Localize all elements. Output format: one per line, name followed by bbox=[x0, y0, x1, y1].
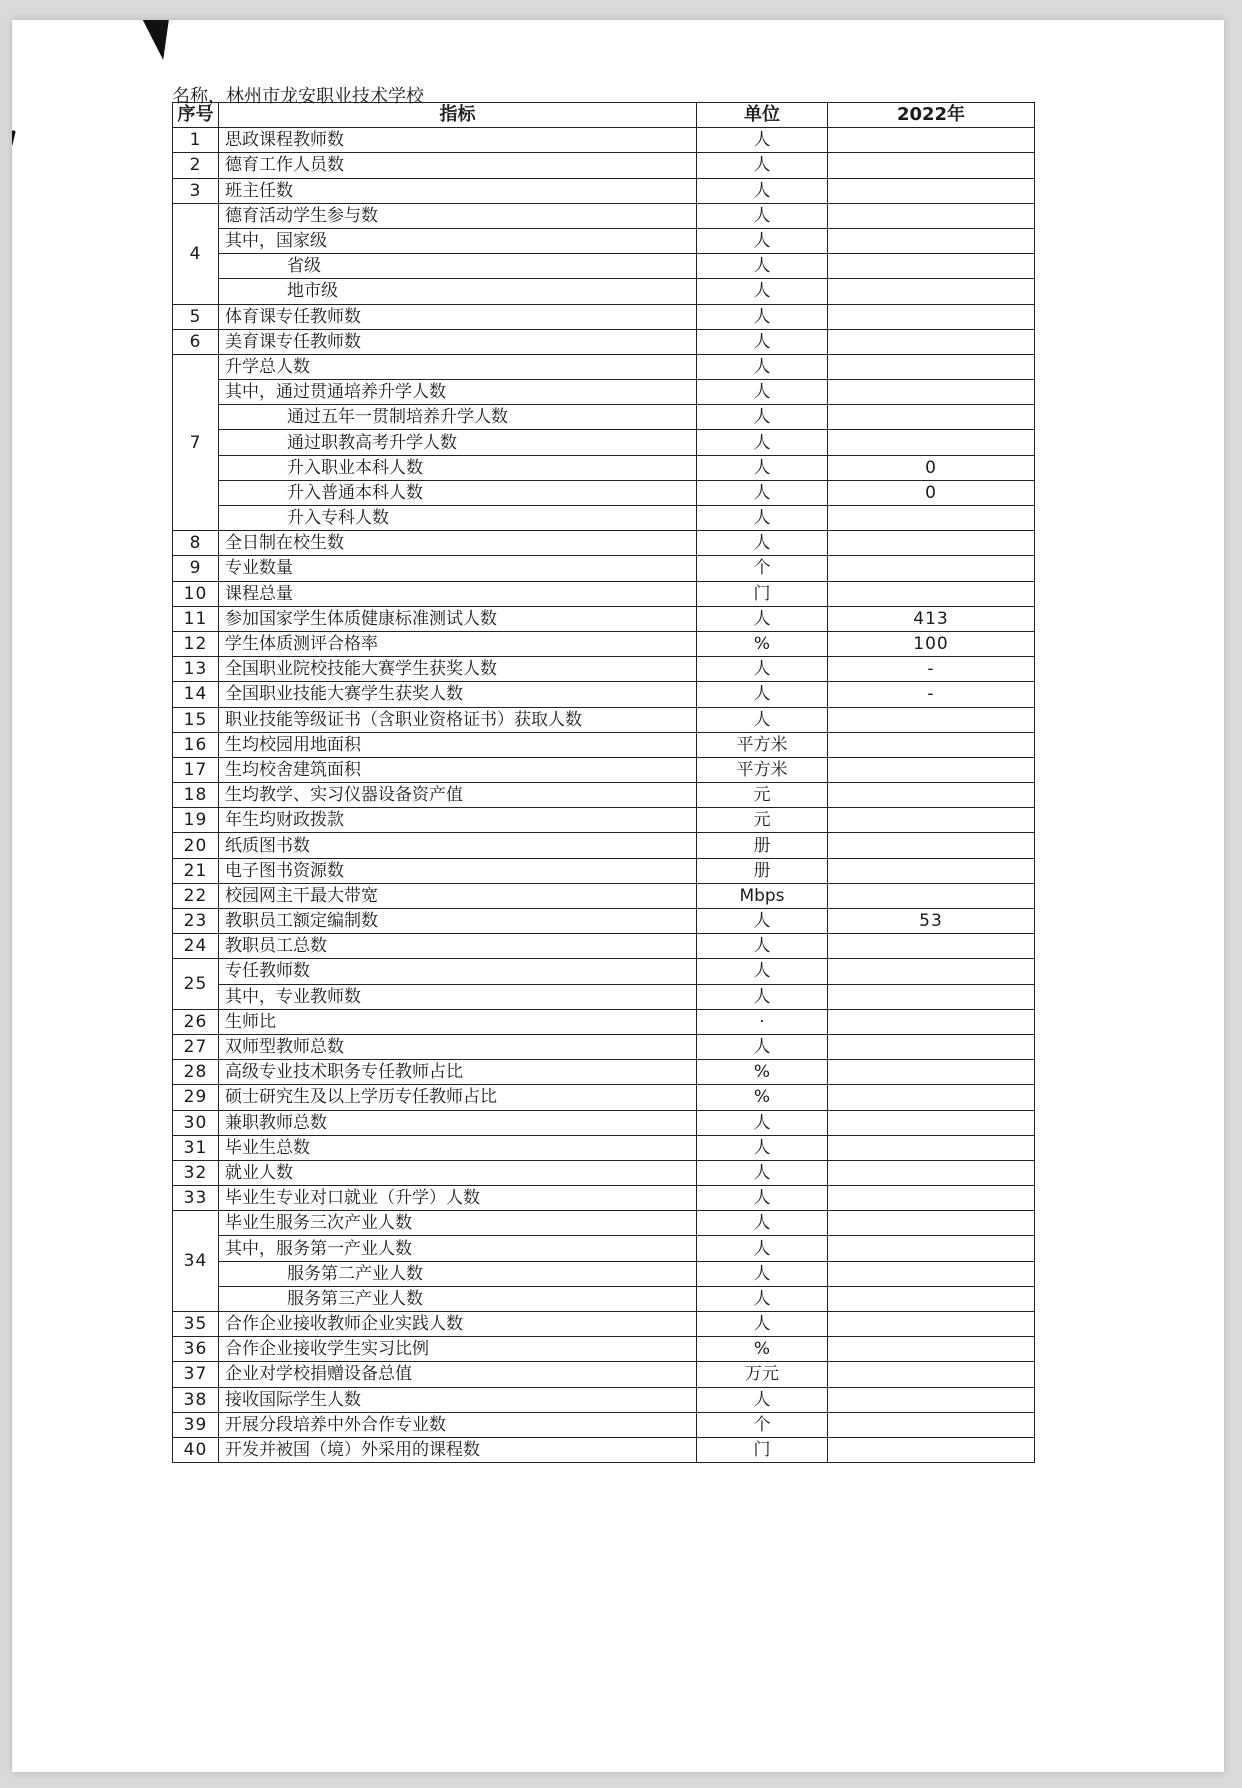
table-row bbox=[173, 178, 1035, 203]
table-row bbox=[173, 531, 1035, 556]
indicator-cell: 升入普通本科人数 bbox=[219, 480, 697, 505]
unit-cell: 人 bbox=[697, 228, 828, 253]
indicator-cell: 德育工作人员数 bbox=[219, 153, 697, 178]
table-row bbox=[173, 153, 1035, 178]
indicator-cell: 其中，专业教师数 bbox=[219, 984, 697, 1009]
indicator-cell: 生均校舍建筑面积 bbox=[219, 757, 697, 782]
indicator-cell: 美育课专任教师数 bbox=[219, 329, 697, 354]
seq-cell: 5 bbox=[173, 304, 219, 329]
table-row bbox=[173, 682, 1035, 707]
table-row bbox=[173, 657, 1035, 682]
value-cell bbox=[828, 153, 1035, 178]
table-row bbox=[173, 606, 1035, 631]
unit-cell: 元 bbox=[697, 783, 828, 808]
table-row bbox=[173, 833, 1035, 858]
table-row bbox=[173, 480, 1035, 505]
seq-cell: 31 bbox=[173, 1135, 219, 1160]
table-row bbox=[173, 909, 1035, 934]
value-cell bbox=[828, 304, 1035, 329]
unit-cell: 人 bbox=[697, 380, 828, 405]
value-cell bbox=[828, 531, 1035, 556]
indicator-cell: 德育活动学生参与数 bbox=[219, 203, 697, 228]
value-cell bbox=[828, 833, 1035, 858]
indicator-cell: 教职员工总数 bbox=[219, 934, 697, 959]
value-cell bbox=[828, 1085, 1035, 1110]
value-cell bbox=[828, 203, 1035, 228]
indicator-cell: 升学总人数 bbox=[219, 354, 697, 379]
unit-cell: 人 bbox=[697, 657, 828, 682]
value-cell bbox=[828, 1160, 1035, 1185]
unit-cell: 人 bbox=[697, 506, 828, 531]
indicator-cell: 全国职业院校技能大赛学生获奖人数 bbox=[219, 657, 697, 682]
scan-corner-mark bbox=[137, 20, 169, 60]
seq-cell: 15 bbox=[173, 707, 219, 732]
value-cell: - bbox=[828, 657, 1035, 682]
seq-cell: 32 bbox=[173, 1160, 219, 1185]
table-row bbox=[173, 254, 1035, 279]
table-row bbox=[173, 128, 1035, 153]
unit-cell: 万元 bbox=[697, 1362, 828, 1387]
table-body bbox=[173, 128, 1035, 1463]
seq-cell: 17 bbox=[173, 757, 219, 782]
seq-cell: 2 bbox=[173, 153, 219, 178]
table-row bbox=[173, 1034, 1035, 1059]
indicator-cell: 毕业生总数 bbox=[219, 1135, 697, 1160]
indicator-cell: 纸质图书数 bbox=[219, 833, 697, 858]
indicator-cell: 专业数量 bbox=[219, 556, 697, 581]
value-cell bbox=[828, 405, 1035, 430]
unit-cell: 人 bbox=[697, 1261, 828, 1286]
value-cell bbox=[828, 329, 1035, 354]
value-cell bbox=[828, 1286, 1035, 1311]
value-cell bbox=[828, 1135, 1035, 1160]
seq-cell: 3 bbox=[173, 178, 219, 203]
value-cell bbox=[828, 1034, 1035, 1059]
table-row bbox=[173, 959, 1035, 984]
seq-cell: 23 bbox=[173, 909, 219, 934]
table-row bbox=[173, 329, 1035, 354]
unit-cell: 平方米 bbox=[697, 732, 828, 757]
seq-cell: 21 bbox=[173, 858, 219, 883]
seq-cell: 25 bbox=[173, 959, 219, 1009]
value-cell bbox=[828, 430, 1035, 455]
value-cell bbox=[828, 1437, 1035, 1462]
table-row bbox=[173, 783, 1035, 808]
unit-cell: 人 bbox=[697, 1034, 828, 1059]
indicator-cell: 全国职业技能大赛学生获奖人数 bbox=[219, 682, 697, 707]
table-row bbox=[173, 506, 1035, 531]
value-cell bbox=[828, 707, 1035, 732]
value-cell bbox=[828, 808, 1035, 833]
indicator-cell: 生师比 bbox=[219, 1009, 697, 1034]
value-cell bbox=[828, 506, 1035, 531]
indicator-cell: 职业技能等级证书（含职业资格证书）获取人数 bbox=[219, 707, 697, 732]
unit-cell: 人 bbox=[697, 984, 828, 1009]
table-row bbox=[173, 808, 1035, 833]
unit-cell: 人 bbox=[697, 128, 828, 153]
unit-cell: 册 bbox=[697, 858, 828, 883]
table-row bbox=[173, 631, 1035, 656]
value-cell bbox=[828, 959, 1035, 984]
seq-cell: 33 bbox=[173, 1186, 219, 1211]
value-cell bbox=[828, 1110, 1035, 1135]
indicator-cell: 其中，服务第一产业人数 bbox=[219, 1236, 697, 1261]
table-row bbox=[173, 1085, 1035, 1110]
unit-cell: 人 bbox=[697, 354, 828, 379]
table-row bbox=[173, 380, 1035, 405]
unit-cell: 人 bbox=[697, 254, 828, 279]
seq-cell: 27 bbox=[173, 1034, 219, 1059]
value-cell bbox=[828, 783, 1035, 808]
unit-cell: 个 bbox=[697, 556, 828, 581]
unit-cell: 人 bbox=[697, 909, 828, 934]
unit-cell: 人 bbox=[697, 1387, 828, 1412]
value-cell bbox=[828, 279, 1035, 304]
value-cell bbox=[828, 1312, 1035, 1337]
indicator-cell: 服务第二产业人数 bbox=[219, 1261, 697, 1286]
seq-cell: 26 bbox=[173, 1009, 219, 1034]
indicator-cell: 高级专业技术职务专任教师占比 bbox=[219, 1060, 697, 1085]
table-row bbox=[173, 1387, 1035, 1412]
header-year: 2022年 bbox=[828, 103, 1035, 128]
indicator-cell: 生均校园用地面积 bbox=[219, 732, 697, 757]
value-cell bbox=[828, 1236, 1035, 1261]
indicator-cell: 地市级 bbox=[219, 279, 697, 304]
value-cell bbox=[828, 1412, 1035, 1437]
unit-cell: % bbox=[697, 631, 828, 656]
unit-cell: % bbox=[697, 1085, 828, 1110]
table-row bbox=[173, 732, 1035, 757]
unit-cell: 人 bbox=[697, 959, 828, 984]
unit-cell: 人 bbox=[697, 1312, 828, 1337]
table-row bbox=[173, 1060, 1035, 1085]
indicator-cell: 硕士研究生及以上学历专任教师占比 bbox=[219, 1085, 697, 1110]
unit-cell: 人 bbox=[697, 1160, 828, 1185]
header-indicator: 指标 bbox=[219, 103, 697, 128]
value-cell bbox=[828, 934, 1035, 959]
value-cell bbox=[828, 178, 1035, 203]
indicator-cell: 教职员工额定编制数 bbox=[219, 909, 697, 934]
indicator-cell: 省级 bbox=[219, 254, 697, 279]
unit-cell: 人 bbox=[697, 1135, 828, 1160]
table-row bbox=[173, 1110, 1035, 1135]
seq-cell: 18 bbox=[173, 783, 219, 808]
unit-cell: 册 bbox=[697, 833, 828, 858]
seq-cell: 36 bbox=[173, 1337, 219, 1362]
value-cell bbox=[828, 1387, 1035, 1412]
seq-cell: 8 bbox=[173, 531, 219, 556]
unit-cell: 人 bbox=[697, 405, 828, 430]
value-cell bbox=[828, 254, 1035, 279]
value-cell bbox=[828, 757, 1035, 782]
indicator-cell: 升入职业本科人数 bbox=[219, 455, 697, 480]
value-cell bbox=[828, 1362, 1035, 1387]
seq-cell: 22 bbox=[173, 883, 219, 908]
header-seq: 序号 bbox=[173, 103, 219, 128]
indicator-cell: 生均教学、实习仪器设备资产值 bbox=[219, 783, 697, 808]
seq-cell: 14 bbox=[173, 682, 219, 707]
seq-cell: 38 bbox=[173, 1387, 219, 1412]
table-row bbox=[173, 934, 1035, 959]
unit-cell: 人 bbox=[697, 455, 828, 480]
indicator-cell: 毕业生专业对口就业（升学）人数 bbox=[219, 1186, 697, 1211]
seq-cell: 35 bbox=[173, 1312, 219, 1337]
table-row bbox=[173, 405, 1035, 430]
value-cell bbox=[828, 556, 1035, 581]
indicator-cell: 双师型教师总数 bbox=[219, 1034, 697, 1059]
indicator-cell: 就业人数 bbox=[219, 1160, 697, 1185]
value-cell bbox=[828, 1337, 1035, 1362]
table-row bbox=[173, 203, 1035, 228]
indicator-cell: 升入专科人数 bbox=[219, 506, 697, 531]
seq-cell: 11 bbox=[173, 606, 219, 631]
unit-cell: 人 bbox=[697, 531, 828, 556]
seq-cell: 29 bbox=[173, 1085, 219, 1110]
seq-cell: 1 bbox=[173, 128, 219, 153]
value-cell: 0 bbox=[828, 480, 1035, 505]
table-row bbox=[173, 883, 1035, 908]
unit-cell: 人 bbox=[697, 1236, 828, 1261]
unit-cell: 门 bbox=[697, 581, 828, 606]
seq-cell: 12 bbox=[173, 631, 219, 656]
scanned-page bbox=[12, 20, 1224, 1772]
table-row bbox=[173, 279, 1035, 304]
indicator-cell: 年生均财政拨款 bbox=[219, 808, 697, 833]
indicator-cell: 班主任数 bbox=[219, 178, 697, 203]
indicator-cell: 接收国际学生人数 bbox=[219, 1387, 697, 1412]
indicator-cell: 参加国家学生体质健康标准测试人数 bbox=[219, 606, 697, 631]
value-cell: 413 bbox=[828, 606, 1035, 631]
indicator-cell: 毕业生服务三次产业人数 bbox=[219, 1211, 697, 1236]
table-row bbox=[173, 1211, 1035, 1236]
indicator-cell: 合作企业接收学生实习比例 bbox=[219, 1337, 697, 1362]
seq-cell: 37 bbox=[173, 1362, 219, 1387]
unit-cell: 人 bbox=[697, 329, 828, 354]
indicator-table bbox=[172, 102, 1035, 1463]
unit-cell: 元 bbox=[697, 808, 828, 833]
indicator-cell: 校园网主干最大带宽 bbox=[219, 883, 697, 908]
value-cell bbox=[828, 581, 1035, 606]
value-cell bbox=[828, 1009, 1035, 1034]
value-cell: 100 bbox=[828, 631, 1035, 656]
seq-cell: 13 bbox=[173, 657, 219, 682]
table-row bbox=[173, 858, 1035, 883]
value-cell bbox=[828, 984, 1035, 1009]
indicator-cell: 体育课专任教师数 bbox=[219, 304, 697, 329]
unit-cell: 平方米 bbox=[697, 757, 828, 782]
unit-cell: 人 bbox=[697, 279, 828, 304]
table-row bbox=[173, 1186, 1035, 1211]
table-row bbox=[173, 1437, 1035, 1462]
unit-cell: 人 bbox=[697, 606, 828, 631]
value-cell bbox=[828, 1060, 1035, 1085]
table-row bbox=[173, 455, 1035, 480]
unit-cell: 人 bbox=[697, 480, 828, 505]
indicator-cell: 开发并被国（境）外采用的课程数 bbox=[219, 1437, 697, 1462]
indicator-cell: 服务第三产业人数 bbox=[219, 1286, 697, 1311]
seq-cell: 16 bbox=[173, 732, 219, 757]
indicator-cell: 电子图书资源数 bbox=[219, 858, 697, 883]
indicator-cell: 其中，国家级 bbox=[219, 228, 697, 253]
table-row bbox=[173, 1009, 1035, 1034]
unit-cell: 人 bbox=[697, 1110, 828, 1135]
indicator-cell: 全日制在校生数 bbox=[219, 531, 697, 556]
indicator-cell: 开展分段培养中外合作专业数 bbox=[219, 1412, 697, 1437]
value-cell bbox=[828, 1186, 1035, 1211]
value-cell bbox=[828, 1261, 1035, 1286]
unit-cell: 人 bbox=[697, 707, 828, 732]
table-row bbox=[173, 556, 1035, 581]
seq-cell: 20 bbox=[173, 833, 219, 858]
table-row bbox=[173, 1412, 1035, 1437]
unit-cell: 人 bbox=[697, 153, 828, 178]
seq-cell: 4 bbox=[173, 203, 219, 304]
value-cell: 53 bbox=[828, 909, 1035, 934]
unit-cell: % bbox=[697, 1060, 828, 1085]
unit-cell: 人 bbox=[697, 304, 828, 329]
unit-cell: 人 bbox=[697, 178, 828, 203]
table-row bbox=[173, 1135, 1035, 1160]
unit-cell: 人 bbox=[697, 682, 828, 707]
table-header-row bbox=[173, 103, 1035, 128]
table-row bbox=[173, 430, 1035, 455]
seq-cell: 7 bbox=[173, 354, 219, 530]
value-cell bbox=[828, 883, 1035, 908]
seq-cell: 34 bbox=[173, 1211, 219, 1312]
seq-cell: 19 bbox=[173, 808, 219, 833]
unit-cell: 人 bbox=[697, 203, 828, 228]
school-name: 名称，林州市龙安职业技术学校 bbox=[172, 86, 424, 107]
indicator-cell: 通过五年一贯制培养升学人数 bbox=[219, 405, 697, 430]
table-row bbox=[173, 757, 1035, 782]
value-cell bbox=[828, 380, 1035, 405]
table-row bbox=[173, 304, 1035, 329]
scan-edge-stroke bbox=[12, 130, 16, 354]
indicator-cell: 学生体质测评合格率 bbox=[219, 631, 697, 656]
indicator-cell: 思政课程教师数 bbox=[219, 128, 697, 153]
unit-cell: Mbps bbox=[697, 883, 828, 908]
indicator-cell: 通过职教高考升学人数 bbox=[219, 430, 697, 455]
table-row bbox=[173, 1261, 1035, 1286]
unit-cell: 人 bbox=[697, 1286, 828, 1311]
table-row bbox=[173, 228, 1035, 253]
unit-cell: 人 bbox=[697, 1186, 828, 1211]
unit-cell: 人 bbox=[697, 934, 828, 959]
table-row bbox=[173, 1286, 1035, 1311]
table-row bbox=[173, 1362, 1035, 1387]
table-row bbox=[173, 1312, 1035, 1337]
indicator-cell: 课程总量 bbox=[219, 581, 697, 606]
unit-cell: % bbox=[697, 1337, 828, 1362]
indicator-cell: 兼职教师总数 bbox=[219, 1110, 697, 1135]
seq-cell: 30 bbox=[173, 1110, 219, 1135]
unit-cell: 人 bbox=[697, 430, 828, 455]
value-cell: - bbox=[828, 682, 1035, 707]
table-row bbox=[173, 707, 1035, 732]
unit-cell: · bbox=[697, 1009, 828, 1034]
seq-cell: 28 bbox=[173, 1060, 219, 1085]
value-cell bbox=[828, 1211, 1035, 1236]
seq-cell: 10 bbox=[173, 581, 219, 606]
table-row bbox=[173, 1236, 1035, 1261]
indicator-cell: 合作企业接收教师企业实践人数 bbox=[219, 1312, 697, 1337]
value-cell bbox=[828, 858, 1035, 883]
table-row bbox=[173, 984, 1035, 1009]
value-cell bbox=[828, 732, 1035, 757]
value-cell bbox=[828, 228, 1035, 253]
unit-cell: 人 bbox=[697, 1211, 828, 1236]
unit-cell: 个 bbox=[697, 1412, 828, 1437]
seq-cell: 40 bbox=[173, 1437, 219, 1462]
table-row bbox=[173, 581, 1035, 606]
seq-cell: 24 bbox=[173, 934, 219, 959]
indicator-cell: 企业对学校捐赠设备总值 bbox=[219, 1362, 697, 1387]
indicator-cell: 其中，通过贯通培养升学人数 bbox=[219, 380, 697, 405]
seq-cell: 39 bbox=[173, 1412, 219, 1437]
value-cell: 0 bbox=[828, 455, 1035, 480]
value-cell bbox=[828, 128, 1035, 153]
header-unit: 单位 bbox=[697, 103, 828, 128]
table-row bbox=[173, 1160, 1035, 1185]
table-row bbox=[173, 354, 1035, 379]
unit-cell: 门 bbox=[697, 1437, 828, 1462]
indicator-cell: 专任教师数 bbox=[219, 959, 697, 984]
seq-cell: 9 bbox=[173, 556, 219, 581]
table-row bbox=[173, 1337, 1035, 1362]
value-cell bbox=[828, 354, 1035, 379]
seq-cell: 6 bbox=[173, 329, 219, 354]
